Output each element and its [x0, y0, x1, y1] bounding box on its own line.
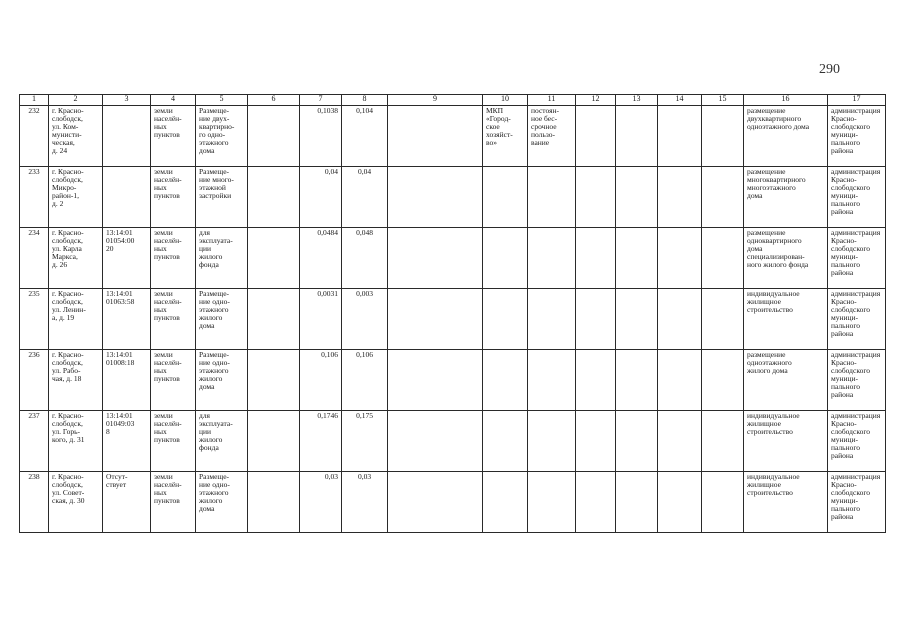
- permitted-use-cell: Размеще- ние одно- этажного жилого дома: [196, 289, 248, 350]
- column-number-header-row: [20, 95, 886, 106]
- column-15-cell: [702, 167, 744, 228]
- column-14-cell: [658, 228, 702, 289]
- column-12-cell: [576, 228, 616, 289]
- right-type-cell: [528, 411, 576, 472]
- address-cell: г. Красно- слободск, ул. Рабо- чая, д. 18: [49, 350, 103, 411]
- right-type-cell: [528, 289, 576, 350]
- land-category-cell: земли населён- ных пунктов: [151, 411, 196, 472]
- column-number-header: 11: [528, 95, 576, 106]
- address-cell: г. Красно- слободск, ул. Совет- ская, д. 30: [49, 472, 103, 533]
- column-number-header: 7: [300, 95, 342, 106]
- column-number-header: 6: [248, 95, 300, 106]
- land-category-cell: земли населён- ных пунктов: [151, 106, 196, 167]
- table-row: [20, 350, 886, 411]
- column-13-cell: [616, 350, 658, 411]
- area-cell: 0,0484: [300, 228, 342, 289]
- owner-cell: администрация Красно- слободского муници- пального района: [828, 289, 886, 350]
- area-rounded-cell: 0,003: [342, 289, 388, 350]
- column-number-header: 8: [342, 95, 388, 106]
- area-cell: 0,1746: [300, 411, 342, 472]
- column-13-cell: [616, 411, 658, 472]
- owner-cell: администрация Красно- слободского муници- пального района: [828, 106, 886, 167]
- row-number-cell: 236: [20, 350, 49, 411]
- rights-holder-cell: [483, 228, 528, 289]
- column-number-header: 15: [702, 95, 744, 106]
- address-cell: г. Красно- слободск, ул. Ком- мунисти- ческая, д. 24: [49, 106, 103, 167]
- column-6-cell: [248, 472, 300, 533]
- column-13-cell: [616, 472, 658, 533]
- row-number-cell: 238: [20, 472, 49, 533]
- address-cell: г. Красно- слободск, ул. Карла Маркса, д. 26: [49, 228, 103, 289]
- cadastral-number-cell: 13:14:01 01049:03 8: [103, 411, 151, 472]
- column-number-header: 2: [49, 95, 103, 106]
- area-rounded-cell: 0,175: [342, 411, 388, 472]
- column-6-cell: [248, 106, 300, 167]
- owner-cell: администрация Красно- слободского муници- пального района: [828, 411, 886, 472]
- cadastral-number-cell: Отсут- ствует: [103, 472, 151, 533]
- owner-cell: администрация Красно- слободского муници- пального района: [828, 350, 886, 411]
- rights-holder-cell: [483, 350, 528, 411]
- column-13-cell: [616, 228, 658, 289]
- rights-holder-cell: [483, 472, 528, 533]
- column-number-header: 10: [483, 95, 528, 106]
- column-15-cell: [702, 228, 744, 289]
- table-row: [20, 472, 886, 533]
- column-number-header: 17: [828, 95, 886, 106]
- column-9-cell: [388, 289, 483, 350]
- purpose-cell: индивидуальное жилищное строительство: [744, 411, 828, 472]
- rights-holder-cell: [483, 167, 528, 228]
- cadastral-number-cell: [103, 167, 151, 228]
- owner-cell: администрация Красно- слободского муници- пального района: [828, 228, 886, 289]
- column-12-cell: [576, 350, 616, 411]
- address-cell: г. Красно- слободск, ул. Горь- кого, д. 31: [49, 411, 103, 472]
- area-rounded-cell: 0,048: [342, 228, 388, 289]
- purpose-cell: индивидуальное жилищное строительство: [744, 289, 828, 350]
- row-number-cell: 234: [20, 228, 49, 289]
- column-number-header: 13: [616, 95, 658, 106]
- column-12-cell: [576, 411, 616, 472]
- purpose-cell: размещение многоквартирного многоэтажного дома: [744, 167, 828, 228]
- table-row: [20, 106, 886, 167]
- column-number-header: 3: [103, 95, 151, 106]
- column-13-cell: [616, 106, 658, 167]
- column-6-cell: [248, 228, 300, 289]
- area-rounded-cell: 0,104: [342, 106, 388, 167]
- column-6-cell: [248, 411, 300, 472]
- land-category-cell: земли населён- ных пунктов: [151, 289, 196, 350]
- land-category-cell: земли населён- ных пунктов: [151, 228, 196, 289]
- column-number-header: 9: [388, 95, 483, 106]
- right-type-cell: постоян- ное бес- срочное пользо- вание: [528, 106, 576, 167]
- page-number: 290: [819, 62, 840, 77]
- column-number-header: 5: [196, 95, 248, 106]
- column-9-cell: [388, 106, 483, 167]
- purpose-cell: индивидуальное жилищное строительство: [744, 472, 828, 533]
- column-12-cell: [576, 106, 616, 167]
- table-row: [20, 228, 886, 289]
- row-number-cell: 237: [20, 411, 49, 472]
- column-9-cell: [388, 167, 483, 228]
- column-number-header: 14: [658, 95, 702, 106]
- column-14-cell: [658, 167, 702, 228]
- purpose-cell: размещение одноэтажного жилого дома: [744, 350, 828, 411]
- column-number-header: 4: [151, 95, 196, 106]
- land-category-cell: земли населён- ных пунктов: [151, 472, 196, 533]
- column-9-cell: [388, 411, 483, 472]
- column-9-cell: [388, 350, 483, 411]
- right-type-cell: [528, 228, 576, 289]
- area-cell: 0,04: [300, 167, 342, 228]
- row-number-cell: 232: [20, 106, 49, 167]
- row-number-cell: 235: [20, 289, 49, 350]
- rights-holder-cell: МКП «Город- ское хозяйст- во»: [483, 106, 528, 167]
- column-number-header: 12: [576, 95, 616, 106]
- table-row: [20, 411, 886, 472]
- permitted-use-cell: Размеще- ние одно- этажного жилого дома: [196, 350, 248, 411]
- rights-holder-cell: [483, 411, 528, 472]
- area-cell: 0,0031: [300, 289, 342, 350]
- right-type-cell: [528, 167, 576, 228]
- column-15-cell: [702, 472, 744, 533]
- address-cell: г. Красно- слободск, Микро- район-1, д. 2: [49, 167, 103, 228]
- rights-holder-cell: [483, 289, 528, 350]
- column-15-cell: [702, 350, 744, 411]
- row-number-cell: 233: [20, 167, 49, 228]
- land-category-cell: земли населён- ных пунктов: [151, 167, 196, 228]
- column-6-cell: [248, 167, 300, 228]
- purpose-cell: размещение двухквартирного одноэтажного дома: [744, 106, 828, 167]
- cadastral-number-cell: 13:14:01 01008:18: [103, 350, 151, 411]
- column-14-cell: [658, 472, 702, 533]
- area-cell: 0,03: [300, 472, 342, 533]
- column-13-cell: [616, 289, 658, 350]
- permitted-use-cell: для эксплуата- ции жилого фонда: [196, 411, 248, 472]
- right-type-cell: [528, 472, 576, 533]
- column-15-cell: [702, 106, 744, 167]
- purpose-cell: размещение одноквартирного дома специализирован- ного жилого фонда: [744, 228, 828, 289]
- area-rounded-cell: 0,03: [342, 472, 388, 533]
- column-14-cell: [658, 106, 702, 167]
- land-registry-table: [19, 94, 886, 533]
- area-cell: 0,1038: [300, 106, 342, 167]
- table-row: [20, 167, 886, 228]
- column-15-cell: [702, 411, 744, 472]
- column-14-cell: [658, 411, 702, 472]
- column-6-cell: [248, 289, 300, 350]
- area-rounded-cell: 0,106: [342, 350, 388, 411]
- column-12-cell: [576, 472, 616, 533]
- area-rounded-cell: 0,04: [342, 167, 388, 228]
- column-9-cell: [388, 472, 483, 533]
- column-12-cell: [576, 167, 616, 228]
- column-number-header: 1: [20, 95, 49, 106]
- table-row: [20, 289, 886, 350]
- permitted-use-cell: Размеще- ние двух- квартирно- го одно- этажного дома: [196, 106, 248, 167]
- permitted-use-cell: для эксплуата- ции жилого фонда: [196, 228, 248, 289]
- column-number-header: 16: [744, 95, 828, 106]
- column-12-cell: [576, 289, 616, 350]
- column-9-cell: [388, 228, 483, 289]
- column-13-cell: [616, 167, 658, 228]
- land-category-cell: земли населён- ных пунктов: [151, 350, 196, 411]
- area-cell: 0,106: [300, 350, 342, 411]
- cadastral-number-cell: 13:14:01 01063:58: [103, 289, 151, 350]
- cadastral-number-cell: 13:14:01 01054:00 20: [103, 228, 151, 289]
- address-cell: г. Красно- слободск, ул. Ленин- а, д. 19: [49, 289, 103, 350]
- table-body: [20, 106, 886, 533]
- permitted-use-cell: Размеще- ние много- этажной застройки: [196, 167, 248, 228]
- right-type-cell: [528, 350, 576, 411]
- cadastral-number-cell: [103, 106, 151, 167]
- permitted-use-cell: Размеще- ние одно- этажного жилого дома: [196, 472, 248, 533]
- column-6-cell: [248, 350, 300, 411]
- owner-cell: администрация Красно- слободского муници- пального района: [828, 472, 886, 533]
- column-15-cell: [702, 289, 744, 350]
- column-14-cell: [658, 350, 702, 411]
- owner-cell: администрация Красно- слободского муници- пального района: [828, 167, 886, 228]
- column-14-cell: [658, 289, 702, 350]
